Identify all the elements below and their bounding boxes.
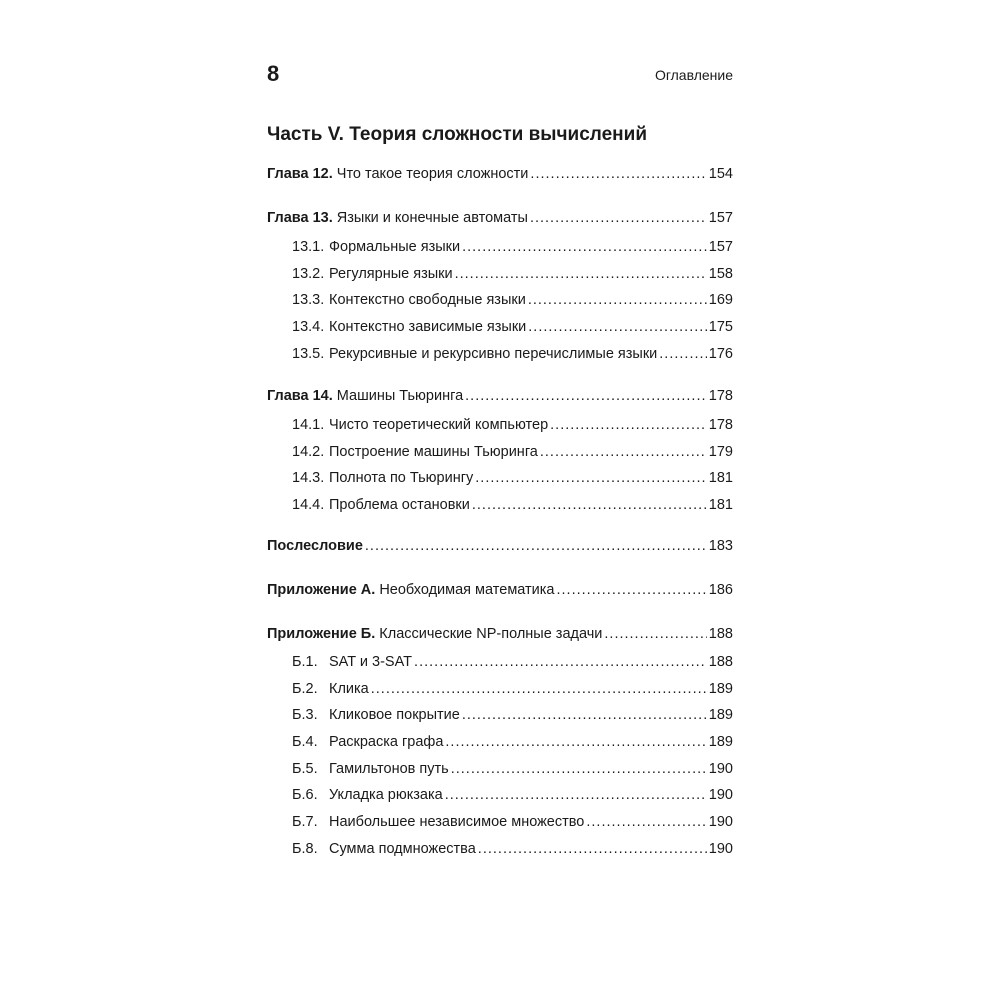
appendix-label: Приложение А. [267, 582, 376, 598]
toc-section-13-4[interactable] [292, 317, 733, 337]
entry-page: 158 [708, 266, 733, 282]
toc-section-13-1[interactable] [292, 237, 733, 257]
dot-leader [472, 495, 707, 515]
entry-title: Необходимая математика [379, 582, 555, 598]
entry-title: Полнота по Тьюрингу [329, 470, 474, 486]
entry-title: Раскраска графа [329, 734, 444, 750]
entry-title: Контекстно свободные языки [329, 292, 526, 308]
toc-appendix-b[interactable] [267, 624, 733, 644]
toc-section-b-2[interactable] [292, 679, 733, 699]
dot-leader [604, 624, 706, 644]
dot-leader [530, 208, 707, 228]
entry-title: Клика [329, 681, 369, 697]
toc-section-b-3[interactable] [292, 705, 733, 725]
dot-leader [586, 812, 706, 832]
entry-title: Сумма подмножества [329, 841, 476, 857]
section-number: 13.2. [292, 266, 325, 282]
appendix-label: Приложение Б. [267, 626, 376, 642]
entry-title: Проблема остановки [329, 497, 470, 513]
section-number: 14.3. [292, 470, 325, 486]
entry-title: Наибольшее независимое множество [329, 814, 585, 830]
toc-section-b-1[interactable] [292, 652, 733, 672]
entry-page: 169 [708, 292, 733, 308]
entry-title: Контекстно зависимые языки [329, 319, 527, 335]
dot-leader [451, 759, 707, 779]
section-number: Б.2. [292, 681, 318, 697]
dot-leader [530, 164, 706, 184]
dot-leader [475, 468, 707, 488]
toc-section-b-6[interactable] [292, 785, 733, 805]
entry-title: Чисто теоретический компьютер [329, 417, 549, 433]
dot-leader [445, 732, 706, 752]
section-number: Б.1. [292, 654, 318, 670]
toc-section-13-2[interactable] [292, 264, 733, 284]
entry-page: 178 [708, 417, 733, 433]
dot-leader [659, 344, 707, 364]
section-number: Б.6. [292, 787, 318, 803]
dot-leader [365, 536, 707, 556]
entry-page: 178 [708, 388, 733, 404]
section-number: Б.7. [292, 814, 318, 830]
dot-leader [478, 839, 707, 859]
entry-page: 181 [708, 470, 733, 486]
toc-section-14-3[interactable] [292, 468, 733, 488]
dot-leader [371, 679, 707, 699]
entry-title: Гамильтонов путь [329, 761, 449, 777]
section-number: 13.5. [292, 346, 325, 362]
toc-section-14-1[interactable] [292, 415, 733, 435]
toc-chapter-12[interactable] [267, 164, 733, 184]
entry-page: 189 [708, 734, 733, 750]
entry-title: Классические NP-полные задачи [379, 626, 603, 642]
chapter-label: Глава 13. [267, 210, 333, 226]
chapter-label: Глава 12. [267, 166, 333, 182]
section-number: Б.5. [292, 761, 318, 777]
entry-page: 190 [708, 814, 733, 830]
entry-title: Машины Тьюринга [336, 388, 464, 404]
dot-leader [465, 386, 707, 406]
entry-title: Языки и конечные автоматы [336, 210, 528, 226]
entry-page: 190 [708, 787, 733, 803]
dot-leader [462, 237, 707, 257]
dot-leader [550, 415, 707, 435]
toc-section-b-7[interactable] [292, 812, 733, 832]
toc-section-b-8[interactable] [292, 839, 733, 859]
toc-chapter-13[interactable] [267, 208, 733, 228]
entry-page: 189 [708, 707, 733, 723]
section-number: 13.1. [292, 239, 325, 255]
toc-section-13-3[interactable] [292, 290, 733, 310]
section-number: 13.4. [292, 319, 325, 335]
entry-title: Регулярные языки [329, 266, 453, 282]
toc-chapter-14[interactable] [267, 386, 733, 406]
section-number: 13.3. [292, 292, 325, 308]
toc-afterword[interactable] [267, 536, 733, 556]
toc-appendix-a[interactable] [267, 580, 733, 600]
chapter-label: Глава 14. [267, 388, 333, 404]
section-number: Б.4. [292, 734, 318, 750]
entry-page: 176 [708, 346, 733, 362]
section-number: 14.1. [292, 417, 325, 433]
toc-section-b-4[interactable] [292, 732, 733, 752]
toc-section-b-5[interactable] [292, 759, 733, 779]
section-number: 14.4. [292, 497, 325, 513]
entry-page: 188 [708, 654, 733, 670]
entry-page: 181 [708, 497, 733, 513]
running-head: Оглавление [654, 67, 733, 83]
section-number: Б.3. [292, 707, 318, 723]
entry-page: 175 [708, 319, 733, 335]
entry-page: 188 [708, 626, 733, 642]
dot-leader [528, 317, 707, 337]
section-number: 14.2. [292, 444, 325, 460]
part-title: Часть V. Теория сложности вычислений [267, 124, 647, 145]
entry-page: 186 [708, 582, 733, 598]
dot-leader [557, 580, 707, 600]
entry-title: SAT и 3-SAT [329, 654, 413, 670]
entry-page: 189 [708, 681, 733, 697]
entry-title: Укладка рюкзака [329, 787, 443, 803]
entry-page: 190 [708, 761, 733, 777]
section-number: Б.8. [292, 841, 318, 857]
dot-leader [528, 290, 707, 310]
toc-section-13-5[interactable] [292, 344, 733, 364]
entry-title: Построение машины Тьюринга [329, 444, 538, 460]
entry-title: Формальные языки [329, 239, 461, 255]
afterword-label: Послесловие [267, 538, 363, 554]
toc-section-14-2[interactable] [292, 442, 733, 462]
entry-page: 190 [708, 841, 733, 857]
entry-title: Что такое теория сложности [336, 166, 529, 182]
entry-page: 183 [708, 538, 733, 554]
entry-page: 154 [708, 166, 733, 182]
dot-leader [540, 442, 707, 462]
dot-leader [462, 705, 707, 725]
toc-section-14-4[interactable] [292, 495, 733, 515]
dot-leader [445, 785, 707, 805]
dot-leader [455, 264, 707, 284]
page-number: 8 [267, 61, 280, 86]
entry-page: 157 [708, 239, 733, 255]
dot-leader [414, 652, 707, 672]
entry-page: 179 [708, 444, 733, 460]
entry-title: Рекурсивные и рекурсивно перечислимые языки [329, 346, 658, 362]
entry-page: 157 [708, 210, 733, 226]
entry-title: Кликовое покрытие [329, 707, 460, 723]
